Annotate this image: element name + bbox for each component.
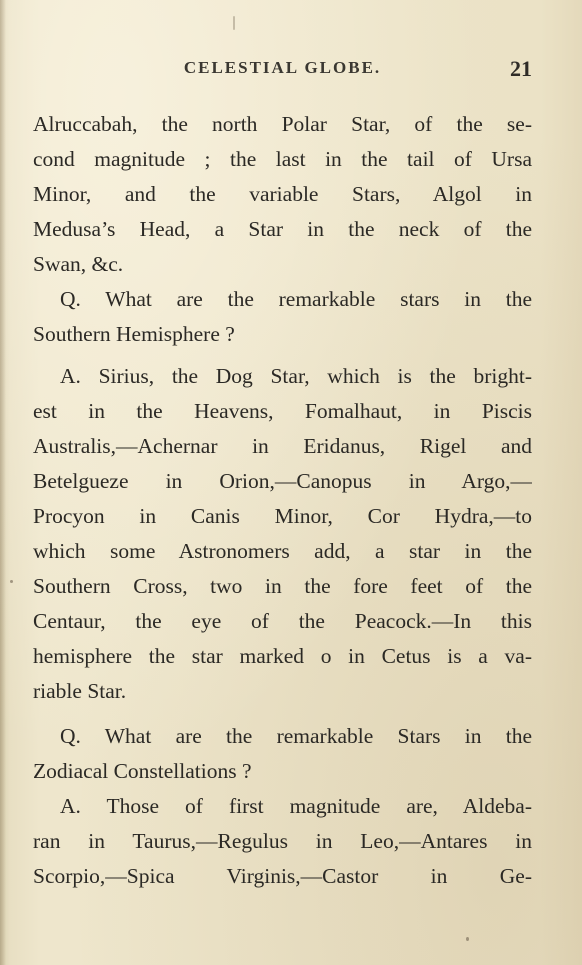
text-line: which some Astronomers add, a star in the bbox=[33, 539, 532, 563]
paper-speck bbox=[10, 580, 13, 583]
text-line: Scorpio,—Spica Virginis,—Castor in Ge- bbox=[33, 864, 532, 888]
text-line: Southern Cross, two in the fore feet of the bbox=[33, 574, 532, 598]
page-header bbox=[33, 56, 532, 86]
text-line: riable Star. bbox=[33, 679, 127, 703]
text-line: Alruccabah, the north Polar Star, of the se- bbox=[33, 112, 532, 136]
text-line: Southern Hemisphere ? bbox=[33, 322, 235, 346]
text-line: Minor, and the variable Stars, Algol in bbox=[33, 182, 532, 206]
paper-speck bbox=[233, 16, 235, 30]
page-number: 21 bbox=[510, 56, 532, 81]
answer-line: A. Those of first magnitude are, Aldeba- bbox=[60, 794, 532, 818]
running-head: CELESTIAL GLOBE. bbox=[183, 58, 382, 77]
question-line: Q. What are the remarkable Stars in the bbox=[60, 724, 532, 748]
text-line: Medusa’s Head, a Star in the neck of the bbox=[33, 217, 532, 241]
paragraph-gap bbox=[33, 709, 532, 719]
text-line: Centaur, the eye of the Peacock.—In this bbox=[33, 609, 532, 633]
text-line: hemisphere the star marked ο in Cetus is a va- bbox=[33, 644, 532, 668]
answer-line: A. Sirius, the Dog Star, which is the bright- bbox=[60, 364, 532, 388]
paragraph-gap bbox=[33, 352, 532, 359]
text-line: Betelgueze in Orion,—Canopus in Argo,— bbox=[33, 469, 532, 493]
text-line: Swan, &c. bbox=[33, 252, 124, 276]
text-line: Procyon in Canis Minor, Cor Hydra,—to bbox=[33, 504, 532, 528]
text-line: Australis,—Achernar in Eridanus, Rigel and bbox=[33, 434, 532, 458]
text-line: est in the Heavens, Fomalhaut, in Piscis bbox=[33, 399, 532, 423]
question-line: Q. What are the remarkable stars in the bbox=[60, 287, 532, 311]
page-gutter-shadow bbox=[0, 0, 6, 965]
text-line: ran in Taurus,—Regulus in Leo,—Antares in bbox=[33, 829, 532, 853]
text-line: Zodiacal Constellations ? bbox=[33, 759, 252, 783]
body-text bbox=[33, 107, 532, 894]
text-line: cond magnitude ; the last in the tail of Ursa bbox=[33, 147, 532, 171]
paper-speck bbox=[466, 937, 469, 941]
